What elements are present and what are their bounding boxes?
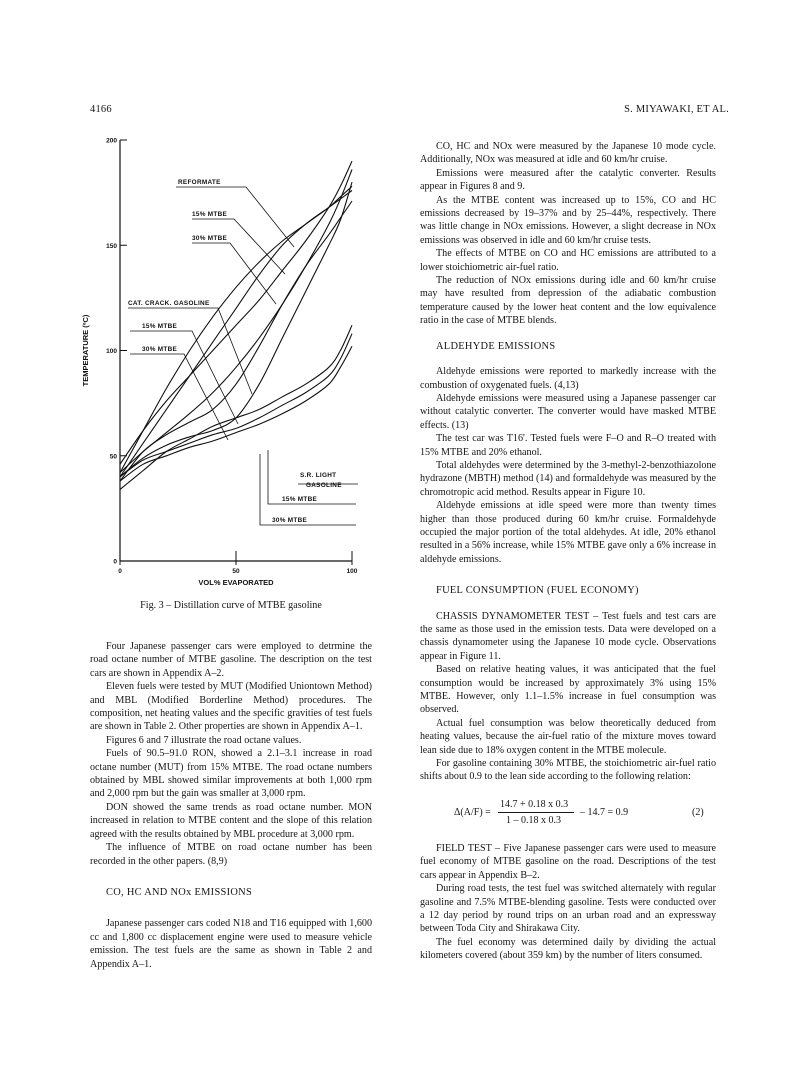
y-tick-label: 100	[106, 348, 117, 355]
paragraph: During road tests, the test fuel was switched alternately with regular gasoline and 7.5% MTBE-blending gasoline. Tests were conducted over a 12 day period by round trips on an urban road and an expressway between Toda City and Shirakawa City.	[420, 883, 716, 935]
paragraph: Japanese passenger cars coded N18 and T16 equipped with 1,600 cc and 1,800 cc displacement engine were used to measure vehicle emission. The test fuels are the same as shown in Table 2 and Appendix A–1.	[90, 918, 372, 970]
paragraph: Aldehyde emissions at idle speed were more than twenty times higher than those produced during 60 km/hr cruise. Formaldehyde occupied the major portion of the total aldehydes. At idle, 20% ethanol resulted in a 56% increase, while 15% MTBE gave only a 6% increase in aldehyde emissions.	[420, 500, 716, 565]
equation-number: (2)	[692, 806, 704, 818]
paragraph: Eleven fuels were tested by MUT (Modified Uniontown Method) and MBL (Modified Borderline Method) procedures. The composition, net heating values and the specific gravities of test fuels are shown in Table 2. Other properties are shown in Appendix A–1.	[90, 681, 372, 733]
paragraph: FIELD TEST – Five Japanese passenger cars were used to measure fuel economy of MTBE gasoline on the road. Descriptions of the test cars appear in Appendix B–2.	[420, 842, 716, 881]
curve-15-mtbe-s-r-light-	[120, 334, 352, 477]
curve-label-mtbe30-bot: 30% MTBE	[272, 517, 308, 524]
paragraph: For gasoline containing 30% MTBE, the stoichiometric air-fuel ratio shifts about 0.9 to the lean side according to the following relation:	[420, 758, 716, 783]
paragraph: Emissions were measured after the catalytic converter. Results appear in Figures 8 and 9.	[420, 167, 716, 193]
curve-reformate	[120, 161, 352, 464]
x-tick-label: 100	[346, 568, 358, 575]
y-tick-label: 150	[106, 242, 117, 250]
distillation-chart	[80, 132, 380, 592]
distillation-figure	[80, 132, 380, 592]
curve-label-mtbe15-bot: 15% MTBE	[282, 496, 318, 503]
right-column	[420, 140, 716, 963]
curve-label-mtbe15-top: 15% MTBE	[192, 211, 228, 218]
curve-30-mtbe-cat-crack-	[120, 201, 352, 481]
equation-denominator: 1 – 0.18 x 0.3	[506, 814, 561, 826]
page-number: 4166	[90, 104, 112, 115]
paragraph: CHASSIS DYNAMOMETER TEST – Test fuels and test cars are the same as those used in the emission tests. Data were developed on a chassis dynamometer using the Japanese 10 mode cycle. Observations appear in Figure 11.	[420, 610, 716, 662]
paragraph: Four Japanese passenger cars were employed to detrmine the road octane number of MTBE gasoline. The description on the test cars are shown in Appendix A–2.	[90, 641, 372, 679]
paragraph: Fuels of 90.5–91.0 RON, showed a 2.1–3.1 increase in road octane number (MUT) from 15% MTBE. The road octane numbers obtained by MBL showed similar improvements at both 1,000 rpm and 2,000 rpm but the gain was smaller at 3,000 rpm.	[90, 748, 372, 800]
paragraph: The effects of MTBE on CO and HC emissions are attributed to a lower stoichiometric air-fuel ratio.	[420, 248, 716, 273]
equation-lhs: Δ(A/F) =	[454, 806, 491, 818]
curve-15-mtbe-cat-crack-	[120, 191, 352, 477]
equation-rhs: – 14.7 = 0.9	[580, 806, 629, 818]
curve-label-mtbe15-mid: 15% MTBE	[142, 323, 178, 330]
curve-label-mtbe30-mid: 30% MTBE	[142, 346, 178, 353]
running-head: S. MIYAWAKI, ET AL.	[624, 104, 729, 115]
y-tick-label: 200	[106, 137, 117, 145]
paragraph: Figures 6 and 7 illustrate the road octane values.	[106, 734, 302, 746]
equation-numerator: 14.7 + 0.18 x 0.3	[500, 798, 569, 810]
paragraph: Aldehyde emissions were reported to markedly increase with the combustion of oxygenated fuels. (4,13)	[420, 366, 716, 391]
curve-label-cat-crack: CAT. CRACK. GASOLINE	[128, 300, 210, 307]
paragraph: Total aldehydes were determined by the 3-methyl-2-benzothiazolone hydrazone (MBTH) method (14) and formaldehyde was measured by the chromotropic acid method. Results appear in Figure 10.	[420, 459, 716, 498]
paragraph: The fuel economy was determined daily by dividing the actual kilometers covered (about 359 km) by the number of liters consumed.	[420, 936, 716, 962]
paragraph: As the MTBE content was increased up to 15%, CO and HC emissions decreased by 19–37% and by 25–44%, respectively. There was little change in NOx emissions. However, a slight decrease in NOx emissions was observed in idle and 60 km/hr cruise tests.	[420, 194, 716, 246]
section-heading: FUEL CONSUMPTION (FUEL ECONOMY)	[436, 585, 639, 597]
leader-line	[192, 219, 285, 274]
paragraph: The reduction of NOx emissions during idle and 60 km/hr cruise may have resulted from depression of the adiabatic combustion temperature caused by the lower heat content and the low equivalence ratio in the case of MTBE blends.	[420, 275, 716, 327]
y-axis-label: TEMPERATURE (ºC)	[81, 314, 90, 387]
paragraph: CO, HC and NOx were measured by the Japanese 10 mode cycle. Additionally, NOx was measured at idle and 60 km/hr cruise.	[420, 141, 716, 166]
y-tick-label: 50	[109, 453, 117, 461]
curve-label-sr-light-2: GASOLINE	[306, 482, 342, 489]
figure-caption: Fig. 3 – Distillation curve of MTBE gasoline	[140, 600, 322, 611]
paragraph: Aldehyde emissions were measured using a Japanese passenger car without catalytic converter. The converter would have masked MTBE effects. (13)	[420, 392, 716, 431]
curve-label-sr-light-1: S.R. LIGHT	[300, 472, 337, 479]
curve-label-reformate: REFORMATE	[178, 179, 221, 186]
y-tick-label: 0	[113, 558, 117, 566]
leader-line	[260, 454, 356, 525]
x-axis-label: VOL% EVAPORATED	[198, 578, 274, 587]
paragraph: DON showed the same trends as road octane number. MON increased in relation to MTBE content and the slope of this relation agreed with the results obtained by MBL procedure at 3,000 rpm.	[90, 801, 372, 840]
leader-line	[130, 331, 238, 424]
paragraph: Based on relative heating values, it was anticipated that the fuel consumption would be increased by approximately 3% using 15% MTBE. However, only 1.1–1.5% increase in fuel consumption was observed.	[420, 664, 716, 716]
chart-axes	[81, 138, 358, 588]
section-heading: CO, HC AND NOx EMISSIONS	[106, 886, 253, 898]
x-tick-label: 50	[232, 568, 240, 575]
section-heading: ALDEHYDE EMISSIONS	[436, 340, 556, 352]
x-tick-label: 0	[118, 568, 122, 575]
paragraph: The influence of MTBE on road octane number has been recorded in the other papers. (8,9)	[90, 842, 372, 867]
left-column	[90, 640, 372, 971]
paragraph: The test car was T16'. Tested fuels were F–O and R–O treated with 15% MTBE and 20% ethanol.	[420, 433, 716, 458]
equation	[420, 796, 716, 830]
paragraph: Actual fuel consumption was below theoretically deduced from heating values, because the air-fuel ratio of the mixture moves toward lean side due to 18% oxygen content in the MTBE molecule.	[420, 717, 716, 756]
fraction-bar	[498, 812, 574, 813]
curve-label-mtbe30-top: 30% MTBE	[192, 235, 228, 242]
